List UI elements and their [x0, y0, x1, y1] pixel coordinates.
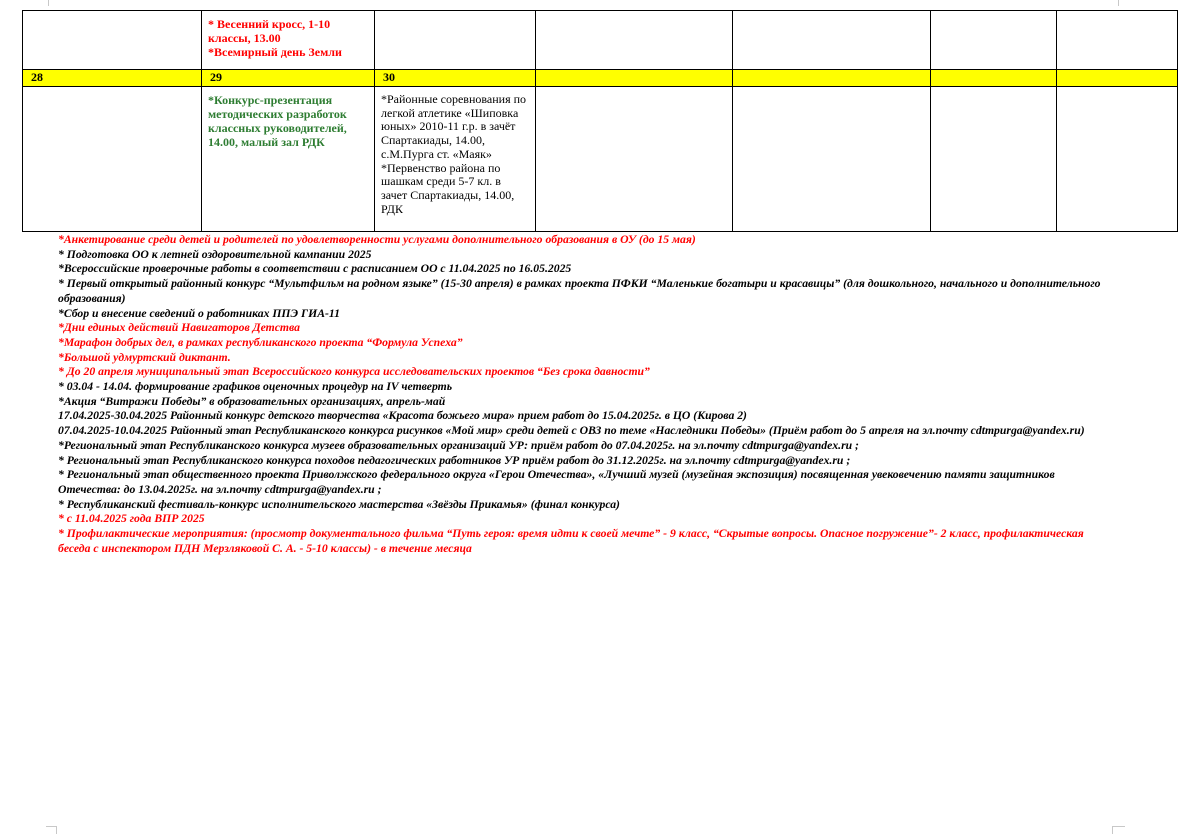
calendar-cell [375, 87, 536, 232]
note-line: *Марафон добрых дел, в рамках республиканского проекта “Формула Успеха” [58, 335, 463, 349]
date-cell [375, 70, 536, 87]
calendar-cell [1057, 87, 1178, 232]
calendar-cell [733, 11, 931, 70]
date-cell [931, 70, 1057, 87]
date-number: 28 [31, 70, 43, 84]
calendar-cell [202, 11, 375, 70]
calendar-cell [23, 11, 202, 70]
note-line: * Подготовка ОО к летней оздоровительной кампании 2025 [58, 247, 372, 261]
event-text: * Весенний кросс, 1-10 классы, 13.00 *Всемирный день Земли [208, 17, 342, 59]
notes-list [58, 233, 1118, 556]
calendar-cell [23, 87, 202, 232]
note-line: * с 11.04.2025 года ВПР 2025 [58, 512, 205, 526]
note-line: * 03.04 - 14.04. формирование графиков оценочных процедур на IV четверть [58, 380, 453, 394]
event-text: *Конкурс-презентация методических разработок классных руководителей, 14.00, малый зал РДК [208, 93, 347, 149]
note-line: *Всероссийские проверочные работы в соответствии с расписанием ОО с 11.04.2025 по 16.05.2025 [58, 262, 572, 276]
calendar-cell [202, 87, 375, 232]
calendar-cell [375, 11, 536, 70]
calendar-cell [1057, 11, 1178, 70]
calendar-table [22, 10, 1178, 232]
date-cell [23, 70, 202, 87]
note-line: * Республиканский фестиваль-конкурс исполнительского мастерства «Звёзды Прикамья» (финал конкурса) [58, 497, 620, 511]
note-line: *Региональный этап Республиканского конкурса музеев образовательных организаций УР: приём работ до 07.04.2025г. на эл.почту cdtmpurga@yandex.ru ; [58, 438, 859, 452]
note-line: 17.04.2025-30.04.2025 Районный конкурс детского творчества «Красота божьего мира» прием работ до 15.04.2025г. в ЦО (Кирова 2) [58, 409, 747, 423]
calendar-week-row [23, 11, 1178, 70]
note-line: *Большой удмуртский диктант. [58, 350, 231, 364]
calendar-cell [733, 87, 931, 232]
note-line: * До 20 апреля муниципальный этап Всероссийского конкурса исследовательских проектов “Без срока давности” [58, 365, 650, 379]
note-line: *Анкетирование среди детей и родителей по удовлетворенности услугами дополнительного образования в ОУ (до 15 мая) [58, 233, 696, 246]
date-number: 29 [210, 70, 222, 84]
calendar-cell [931, 87, 1057, 232]
note-line: 07.04.2025-10.04.2025 Районный этап Республиканского конкурса рисунков «Мой мир» среди детей с ОВЗ по теме «Наследники Победы» (Приём работ до 5 апреля на эл.почту cdtmpurga@yandex.ru) [58, 424, 1085, 438]
date-cell [202, 70, 375, 87]
date-cell [536, 70, 733, 87]
page-corner-mark [1118, 0, 1129, 6]
date-cell [733, 70, 931, 87]
note-line: * Региональный этап общественного проекта Приволжского федерального округа «Герои Отечества», «Лучший музей (музейная экспозиция) посвященная увековечению памяти защитников Отечества: до 13.04.2025г. на эл.почту cdtmpurga@yandex.ru ; [58, 468, 1055, 496]
note-line: *Сбор и внесение сведений о работниках ППЭ ГИА-11 [58, 306, 340, 320]
note-line: * Первый открытый районный конкурс “Мультфильм на родном языке” (15-30 апреля) в рамках проекта ПФКИ “Маленькие богатыри и красавицы” (для дошкольного, начального и дополнительного образования) [58, 277, 1101, 305]
event-text: *Районные соревнования по легкой атлетике «Шиповка юных» 2010-11 г.р. в зачёт Спартакиады, 14.00, с.М.Пурга ст. «Маяк» *Первенство района по шашкам среди 5-7 кл. в зачет Спартакиады, 14.00, РДК [381, 92, 527, 216]
note-line: * Профилактические мероприятия: (просмотр документального фильма “Путь героя: время идти к своей мечте” - 9 класс, “Скрытые вопросы. Опасное погружение”- 2 класс, профилактическая беседа с инспектором ПДН Мерзляковой С. А. - 5-10 классы) - в течение месяца [58, 527, 1084, 555]
note-line: *Акция “Витражи Победы” в образовательных организациях, апрель-май [58, 394, 446, 408]
calendar-cell [536, 87, 733, 232]
date-number: 30 [383, 70, 395, 84]
calendar-week-row [23, 87, 1178, 232]
date-cell [1057, 70, 1178, 87]
note-line: *Дни единых действий Навигаторов Детства [58, 321, 301, 335]
note-line: * Региональный этап Республиканского конкурса походов педагогических работников УР приём работ до 31.12.2025г. на эл.почту cdtmpurga@yandex.ru ; [58, 453, 851, 467]
calendar-cell [931, 11, 1057, 70]
page-corner-mark [48, 0, 59, 6]
calendar-date-row [23, 70, 1178, 87]
calendar-cell [536, 11, 733, 70]
